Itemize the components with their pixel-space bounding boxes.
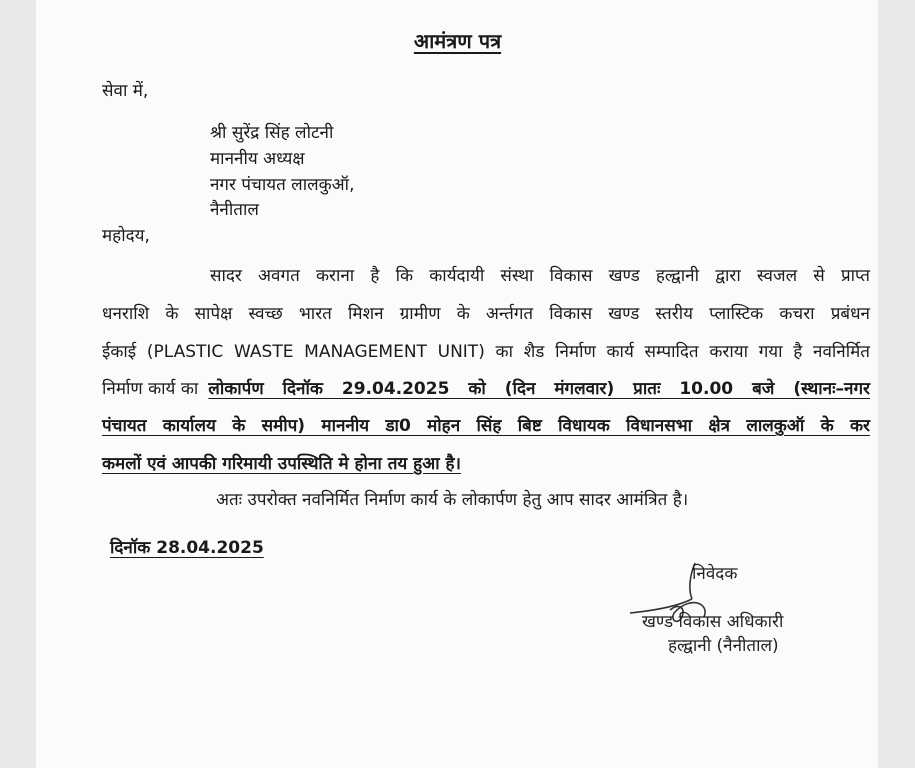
recipient-office: नगर पंचायत लालकुऑ, xyxy=(210,175,355,195)
recipient-designation: माननीय अध्यक्ष xyxy=(210,149,305,169)
recipient-name: श्री सुरेंद्र सिंह लोटनी xyxy=(210,123,334,143)
letter-date: दिनॉक 28.04.2025 xyxy=(110,538,264,558)
signatory-designation: खण्ड विकास अधिकारी xyxy=(642,612,784,632)
recipient-district: नैनीताल xyxy=(210,200,259,220)
invitation-line: अतः उपरोक्त नवनिर्मित निर्माण कार्य के लोकार्पण हेतु आप सादर आमंत्रित है। xyxy=(216,490,689,510)
body-line-4 xyxy=(102,378,870,400)
signature-label: निवेदक xyxy=(692,564,738,584)
cropped-header-text xyxy=(700,0,840,6)
signatory-office: हल्द्वानी (नैनीताल) xyxy=(668,636,779,656)
inauguration-details: लोकार्पण दिनॉक 29.04.2025 को (दिन मंगलवार) प्रातः 10.00 बजे (स्थानः–नगर xyxy=(208,379,870,399)
inauguration-details-2: पंचायत कार्यालय के समीप) माननीय डा0 मोहन सिंह बिष्ट विधायक विधानसभा क्षेत्र लालकुऑ के कर xyxy=(102,416,870,436)
letter-title: आमंत्रण पत्र xyxy=(413,29,502,53)
body-line-2: धनराशि के सापेक्ष स्वच्छ भारत मिशन ग्रामीण के अर्न्तगत विकास खण्ड स्तरीय प्लास्टिक कचरा प्रबंधन xyxy=(102,304,870,324)
body-line-4-plain: निर्माण कार्य का xyxy=(102,379,199,399)
salutation: महोदय, xyxy=(102,226,150,246)
body-line-1: सादर अवगत कराना है कि कार्यदायी संस्था विकास खण्ड हल्द्वानी द्वारा स्वजल से प्राप्त xyxy=(210,266,870,286)
inauguration-details-3: कमलों एवं आपकी गरिमायी उपस्थिति मे होना तय हुआ है। xyxy=(102,454,461,474)
salutation-to: सेवा में, xyxy=(102,81,149,101)
body-line-3: ईकाई (PLASTIC WASTE MANAGEMENT UNIT) का शैड निर्माण कार्य सम्पादित कराया गया है नवनिर्मित xyxy=(102,342,870,362)
